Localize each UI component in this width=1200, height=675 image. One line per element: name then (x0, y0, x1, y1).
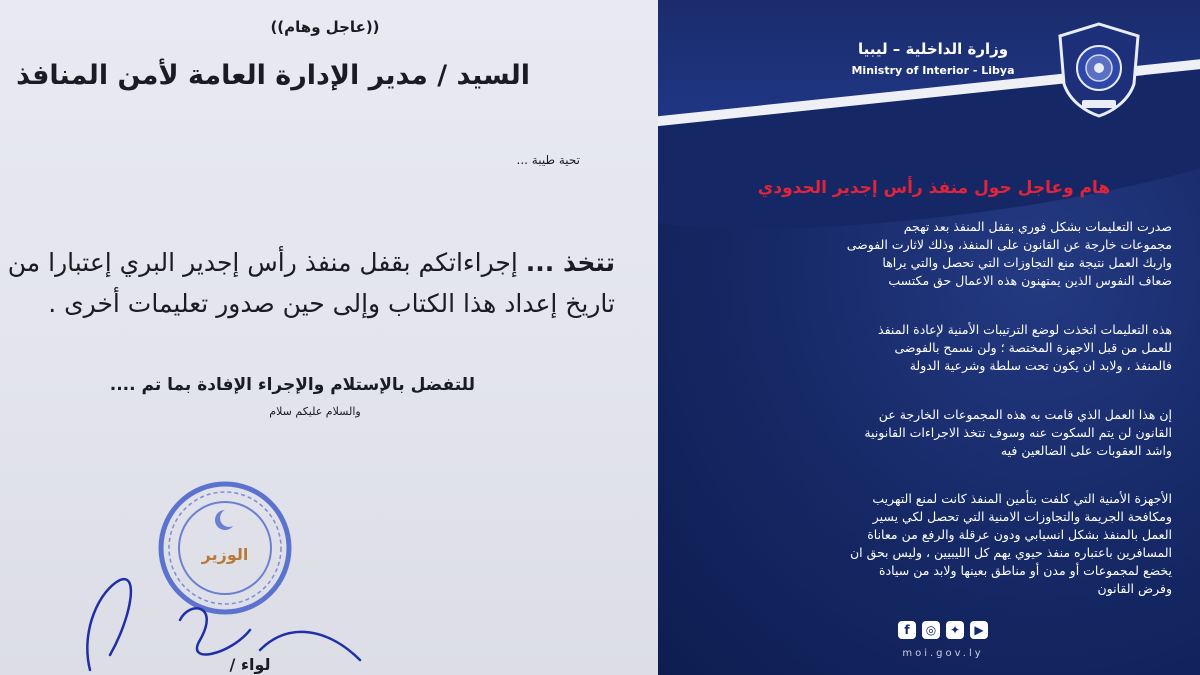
ministry-name-english: Ministry of Interior - Libya (851, 64, 1015, 77)
paragraph-line: الأجهزة الأمنية التي كلفت بتأمين المنفذ كانت لمنع التهريب (872, 491, 1172, 506)
paragraph-line: إن هذا العمل الذي قامت به هذه المجموعات الخارجة عن (878, 407, 1172, 422)
facebook-icon[interactable]: f (898, 621, 916, 639)
stamp-text: الوزير (201, 545, 249, 564)
letter-signer: لواء / (229, 655, 271, 674)
ministry-badge-icon (1056, 22, 1142, 118)
statement-headline: هام وعاجل حول منفذ رأس إجدير الحدودي (757, 178, 1111, 198)
paragraph-line: القانون لن يتم السكوت عنه وسوف تتخذ الاجراءات القانونية (864, 425, 1172, 440)
letter-addressee: السيد / مدير الإدارة العامة لأمن المنافذ (16, 60, 530, 91)
paragraph-line: فالمنفذ ، ولابد ان يكون تحت سلطة وشرعية الدولة (909, 358, 1172, 373)
letter-greeting: تحية طيبة ... (516, 153, 580, 167)
paragraph-line: يخضع لمجموعات أو مدن أو مناطق بعينها ولابد من سيادة (879, 563, 1172, 578)
paragraph-line: وفرض القانون (1097, 581, 1172, 596)
letter-request: للتفضل بالإستلام والإجراء الإفادة بما تم .... (109, 375, 475, 395)
statement-paragraph-2 (684, 321, 1172, 375)
paragraph-line: واشد العقوبات على الضالعين فيه (1000, 443, 1172, 458)
statement-paragraph-1 (684, 218, 1172, 290)
paragraph-line: للعمل من قبل الاجهزة المختصة ؛ ولن نسمح بالفوضى (894, 340, 1172, 355)
statement-paragraph-3 (684, 406, 1172, 460)
paragraph-line: صدرت التعليمات بشكل فوري بقفل المنفذ بعد تهجم (903, 219, 1172, 234)
letter-body-line-1 (7, 248, 615, 277)
urgent-marker: ((عاجل وهام)) (270, 18, 380, 36)
paragraph-line: ومكافحة الجريمة والتجاوزات الامنية التي تحصل لكي يسير (872, 509, 1172, 524)
paragraph-line: المسافرين باعتباره منفذ حيوي يهم كل الليبيين ، وليس بحق ان (849, 545, 1172, 560)
twitter-icon[interactable]: ✦ (946, 621, 964, 639)
letter-body-line-2: تاريخ إعداد هذا الكتاب وإلى حين صدور تعليمات أخرى . (48, 289, 615, 318)
paragraph-line: العمل بالمنفذ بشكل انسيابي ودون عرقلة والرفع من معاناة (867, 527, 1172, 542)
ministry-statement (658, 0, 1200, 675)
letter-body-text-1: إجراءاتكم بقفل منفذ رأس إجدير البري إعتبارا من (7, 248, 518, 277)
website-url[interactable]: moi.gov.ly (902, 648, 984, 659)
letter-closing: والسلام عليكم سلام (269, 405, 361, 418)
instagram-icon[interactable]: ◎ (922, 621, 940, 639)
statement-paragraph-4 (684, 490, 1172, 598)
paragraph-line: ضعاف النفوس الذين يمتهنون هذه الاعمال حق مكتسب (888, 273, 1172, 288)
ministry-name-arabic: وزارة الداخلية – ليبيا (857, 40, 1009, 58)
paragraph-line: هذه التعليمات اتخذت لوضع الترتيبات الأمنية لإعادة المنفذ (878, 322, 1172, 337)
paragraph-line: مجموعات خارجة عن القانون على المنفذ، وذلك لاثارت الفوضى (846, 237, 1172, 252)
youtube-icon[interactable]: ▶ (970, 621, 988, 639)
letter-body-lead: تتخذ ... (525, 248, 615, 277)
social-links (893, 621, 993, 641)
paragraph-line: واربك العمل نتيجة منع التجاوزات التي تحصل والتي يراها (882, 255, 1172, 270)
